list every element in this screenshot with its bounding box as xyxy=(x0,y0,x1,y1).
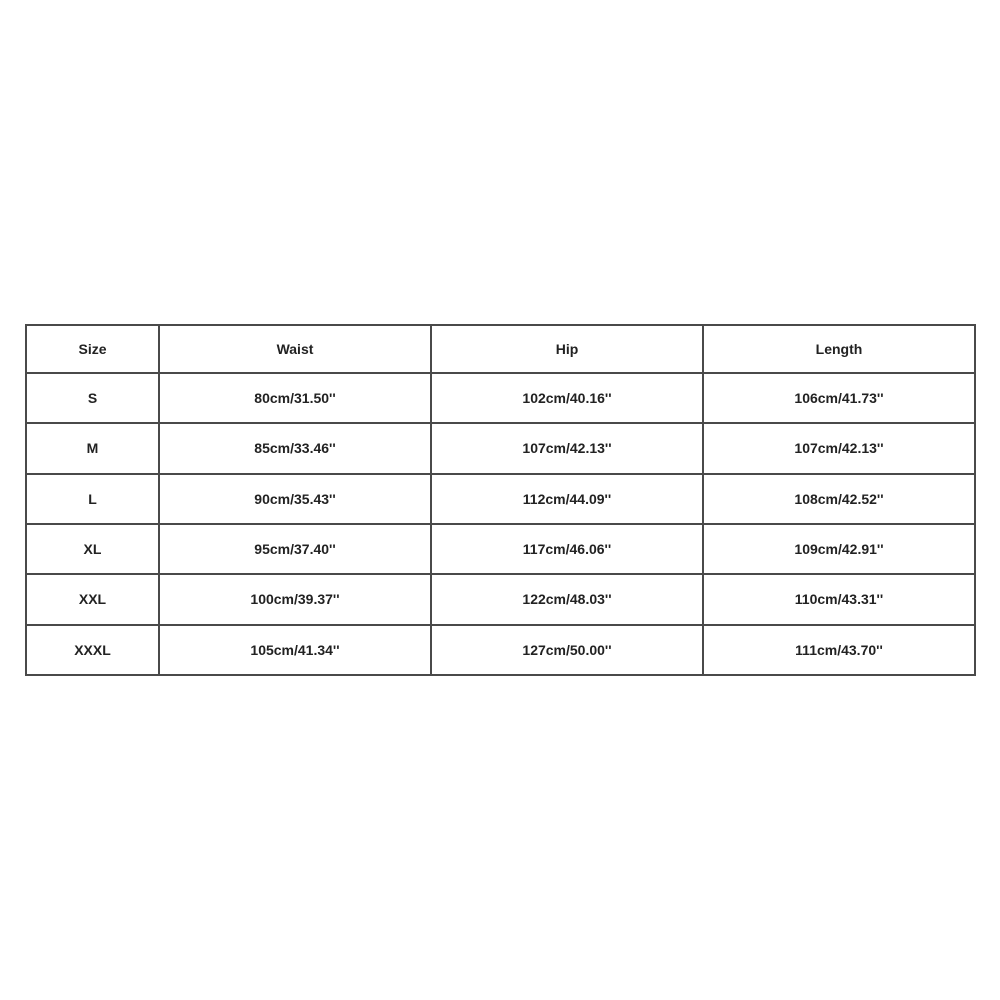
header-length: Length xyxy=(703,325,975,373)
table-row xyxy=(26,423,975,473)
header-row xyxy=(26,325,975,373)
length-cell: 110cm/43.31'' xyxy=(703,574,975,624)
size-chart-table xyxy=(25,324,976,676)
size-cell: S xyxy=(26,373,159,423)
hip-cell: 107cm/42.13'' xyxy=(431,423,703,473)
length-cell: 107cm/42.13'' xyxy=(703,423,975,473)
length-cell: 106cm/41.73'' xyxy=(703,373,975,423)
hip-cell: 117cm/46.06'' xyxy=(431,524,703,574)
table-row xyxy=(26,373,975,423)
size-cell: M xyxy=(26,423,159,473)
table-row xyxy=(26,524,975,574)
length-cell: 109cm/42.91'' xyxy=(703,524,975,574)
size-cell: XXXL xyxy=(26,625,159,675)
header-waist: Waist xyxy=(159,325,431,373)
length-cell: 111cm/43.70'' xyxy=(703,625,975,675)
table-row xyxy=(26,474,975,524)
waist-cell: 95cm/37.40'' xyxy=(159,524,431,574)
table-row xyxy=(26,574,975,624)
table-row xyxy=(26,625,975,675)
hip-cell: 122cm/48.03'' xyxy=(431,574,703,624)
hip-cell: 102cm/40.16'' xyxy=(431,373,703,423)
header-hip: Hip xyxy=(431,325,703,373)
waist-cell: 90cm/35.43'' xyxy=(159,474,431,524)
size-cell: L xyxy=(26,474,159,524)
size-cell: XL xyxy=(26,524,159,574)
header-size: Size xyxy=(26,325,159,373)
hip-cell: 127cm/50.00'' xyxy=(431,625,703,675)
waist-cell: 85cm/33.46'' xyxy=(159,423,431,473)
waist-cell: 80cm/31.50'' xyxy=(159,373,431,423)
hip-cell: 112cm/44.09'' xyxy=(431,474,703,524)
size-cell: XXL xyxy=(26,574,159,624)
length-cell: 108cm/42.52'' xyxy=(703,474,975,524)
waist-cell: 105cm/41.34'' xyxy=(159,625,431,675)
waist-cell: 100cm/39.37'' xyxy=(159,574,431,624)
